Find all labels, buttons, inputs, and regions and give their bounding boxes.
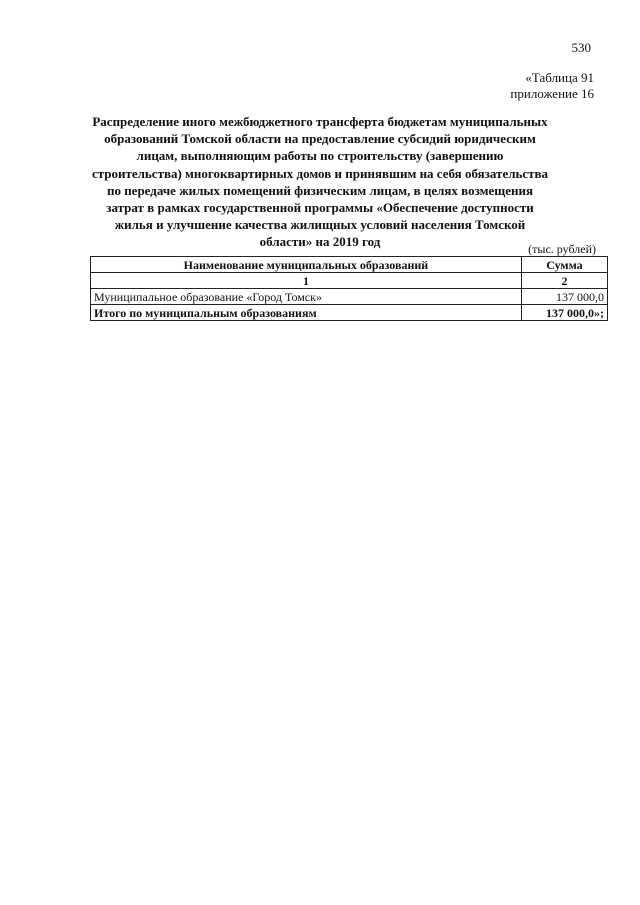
column-number-1: 1 xyxy=(91,273,522,289)
header-sum: Сумма xyxy=(521,257,607,273)
row-amount: 137 000,0 xyxy=(521,289,607,305)
column-number-row xyxy=(91,273,608,289)
total-row xyxy=(91,305,608,321)
distribution-table xyxy=(90,256,608,321)
row-name: Муниципальное образование «Город Томск» xyxy=(91,289,522,305)
total-amount: 137 000,0»; xyxy=(521,305,607,321)
column-number-2: 2 xyxy=(521,273,607,289)
table-header-row xyxy=(91,257,608,273)
header-name: Наименование муниципальных образований xyxy=(91,257,522,273)
table-reference-line1: «Таблица 91 xyxy=(525,70,594,85)
page-number: 530 xyxy=(571,40,591,55)
units-label: (тыс. рублей) xyxy=(528,242,596,256)
document-title: Распределение иного межбюджетного трансферта бюджетам муниципальных образований Томской области на предоставление субсидий юридическим лицам, выполняющим работы по строительству (завершению строительства) многоквартирных домов и принявшим на себя обязательства по передаче жилых помещений физическим лицам, в целях возмещения затрат в рамках государственной программы «Обеспечение доступности жилья и улучшение качества жилищных условий населения Томской области» на 2019 год xyxy=(91,114,549,250)
total-name: Итого по муниципальным образованиям xyxy=(91,305,522,321)
table-row xyxy=(91,289,608,305)
table-reference xyxy=(510,70,594,102)
table-reference-line2: приложение 16 xyxy=(510,86,594,101)
